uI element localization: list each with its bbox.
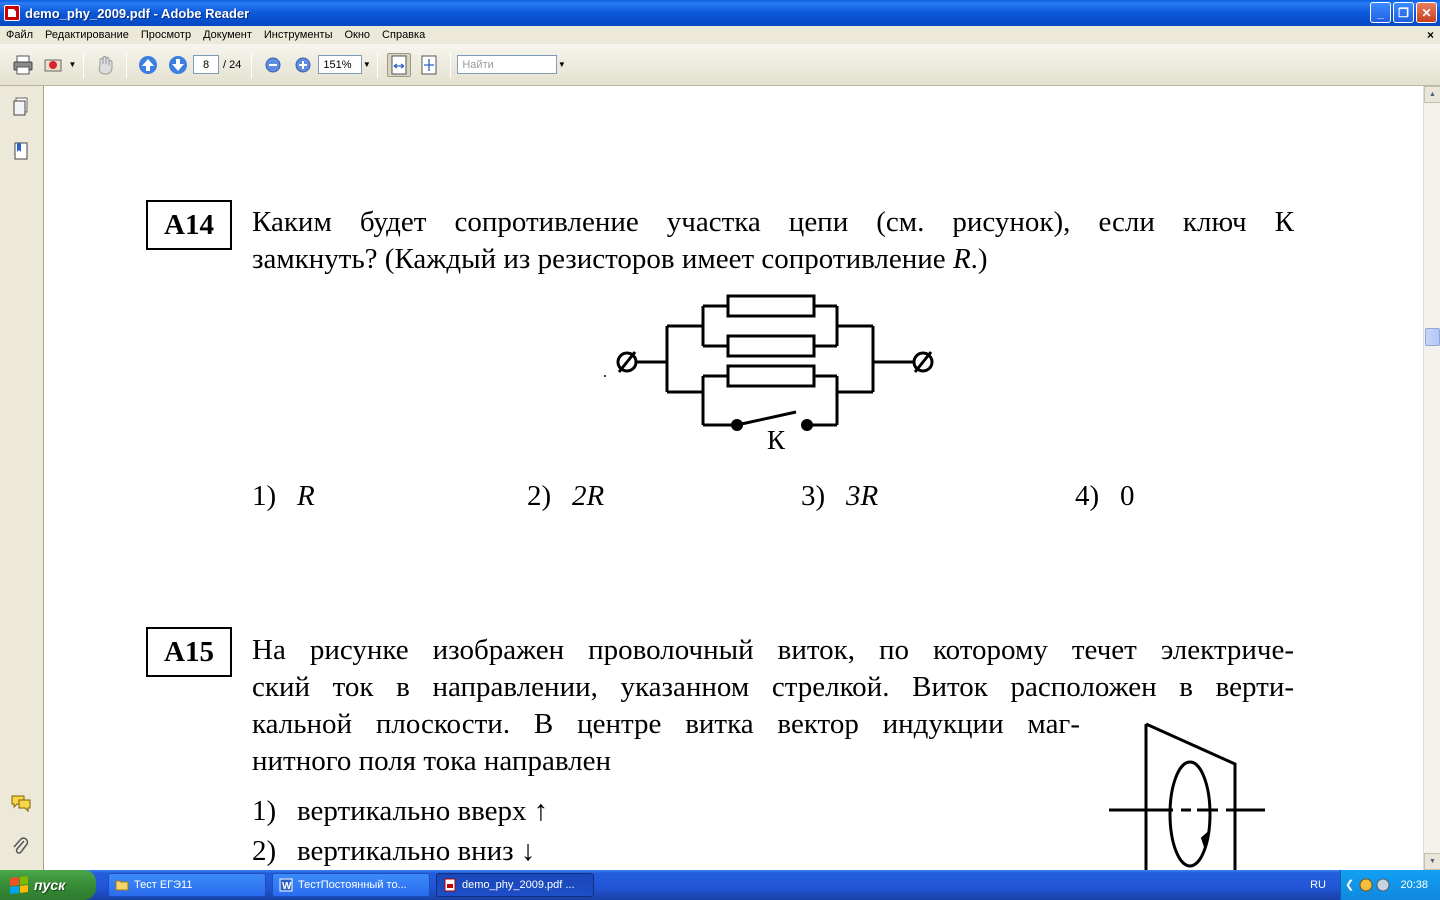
toolbar xyxy=(0,44,1440,86)
zoom-input[interactable]: 151% xyxy=(318,55,362,74)
switch-label: К xyxy=(767,425,786,455)
minimize-button[interactable]: _ xyxy=(1370,2,1391,23)
option-number: 2) xyxy=(527,480,552,512)
toolbar-separator xyxy=(377,52,378,78)
page-number-input[interactable]: 8 xyxy=(193,55,219,74)
option-value: 0 xyxy=(1120,480,1135,512)
taskbar-item-pdf[interactable] xyxy=(436,873,594,897)
option-number: 3) xyxy=(801,480,826,512)
question-a15-line: На рисунке изображен проволочный виток, по которому течет электриче- xyxy=(252,634,1294,666)
start-button[interactable] xyxy=(0,870,96,900)
question-a14-text xyxy=(252,204,1294,278)
folder-icon xyxy=(115,878,129,892)
clock: 20:38 xyxy=(1400,879,1428,891)
option-value: 3R xyxy=(846,480,879,512)
tray-expand-icon[interactable]: ❮ xyxy=(1345,879,1355,891)
toolbar-separator xyxy=(83,52,84,78)
menu-view[interactable]: Просмотр xyxy=(140,29,192,41)
switch-k xyxy=(737,412,796,425)
zoom-dropdown-icon[interactable]: ▼ xyxy=(362,60,371,69)
tray-icons[interactable] xyxy=(1359,877,1393,893)
search-input[interactable]: Найти xyxy=(457,55,557,74)
scroll-thumb[interactable] xyxy=(1425,328,1440,346)
taskbar-item-folder[interactable] xyxy=(108,873,266,897)
hand-tool-icon[interactable] xyxy=(93,53,117,77)
system-tray xyxy=(1340,870,1440,900)
option-text: вертикально вниз ↓ xyxy=(297,835,536,867)
word-icon xyxy=(279,878,293,892)
attachments-icon[interactable] xyxy=(10,836,32,858)
toolbar-separator xyxy=(450,52,451,78)
option-number: 1) xyxy=(252,795,277,827)
adobe-reader-icon xyxy=(4,5,20,21)
fit-width-icon[interactable] xyxy=(387,53,411,77)
question-number-a14: А14 xyxy=(146,200,232,250)
document-close-button[interactable]: × xyxy=(1426,28,1434,42)
resistor-1 xyxy=(728,296,814,316)
print-icon[interactable] xyxy=(11,53,35,77)
window-title: demo_phy_2009.pdf - Adobe Reader xyxy=(25,5,250,21)
option-number: 2) xyxy=(252,835,277,867)
zoom-in-icon[interactable] xyxy=(291,53,315,77)
question-a14-line2-end: .) xyxy=(970,243,988,275)
language-indicator[interactable]: RU xyxy=(1310,879,1326,891)
fit-page-icon[interactable] xyxy=(417,53,441,77)
option-number: 1) xyxy=(252,480,277,512)
taskbar-item-label: ТестПостоянный то... xyxy=(298,879,407,891)
taskbar-item-word[interactable] xyxy=(272,873,430,897)
page-total: / 24 xyxy=(223,58,242,71)
menu-window[interactable]: Окно xyxy=(344,29,371,41)
scroll-up-icon[interactable]: ▲ xyxy=(1424,86,1440,103)
question-a15-line: нитного поля тока направлен xyxy=(252,745,611,777)
option-value: R xyxy=(297,480,315,512)
scroll-down-icon[interactable]: ▼ xyxy=(1424,853,1440,870)
start-label: пуск xyxy=(34,877,66,893)
resistor-3 xyxy=(728,366,814,386)
option-number: 4) xyxy=(1075,480,1100,512)
toolbar-separator xyxy=(126,52,127,78)
menu-bar xyxy=(0,26,1440,44)
current-loop xyxy=(1170,762,1210,866)
menu-tools[interactable]: Инструменты xyxy=(263,29,333,41)
pages-icon[interactable] xyxy=(10,96,32,118)
windows-logo-icon xyxy=(10,876,28,894)
option-value: 2R xyxy=(572,480,605,512)
question-a14-line2: замкнуть? (Каждый из резисторов имеет сопротивление xyxy=(252,243,953,275)
menu-file[interactable]: Файл xyxy=(6,29,34,41)
resistor-2 xyxy=(728,336,814,356)
resistance-variable: R xyxy=(952,243,971,275)
zoom-out-icon[interactable] xyxy=(261,53,285,77)
question-a15-line: ский ток в направлении, указанном стрелкой. Виток расположен в верти- xyxy=(252,671,1294,703)
menu-document[interactable]: Документ xyxy=(203,29,252,41)
taskbar-item-label: demo_phy_2009.pdf ... xyxy=(462,879,575,891)
question-number-a15: А15 xyxy=(146,627,232,677)
toolbar-separator xyxy=(251,52,252,78)
search-dropdown-icon[interactable]: ▼ xyxy=(557,60,566,69)
document-view xyxy=(45,86,1423,870)
question-a14-line: Каким будет сопротивление участка цепи (см. рисунок), если ключ К xyxy=(252,206,1294,238)
maximize-button[interactable]: ❐ xyxy=(1393,2,1414,23)
cut-off-text xyxy=(235,86,635,88)
comments-icon[interactable] xyxy=(10,792,32,814)
taskbar-item-label: Тест ЕГЭ11 xyxy=(134,879,193,891)
close-button[interactable]: ✕ xyxy=(1416,2,1437,23)
bookmarks-icon[interactable] xyxy=(10,140,32,162)
vertical-scrollbar[interactable] xyxy=(1423,86,1440,870)
menu-help[interactable]: Справка xyxy=(382,29,426,41)
email-dropdown-icon[interactable]: ▼ xyxy=(68,60,77,69)
question-a14-line xyxy=(252,241,1294,278)
taskbar xyxy=(0,870,1440,900)
option-text: вертикально вверх ↑ xyxy=(297,795,549,827)
menu-edit[interactable]: Редактирование xyxy=(45,29,129,41)
wire-loop-diagram xyxy=(1105,720,1275,870)
email-icon[interactable] xyxy=(41,53,65,77)
next-page-icon[interactable] xyxy=(166,53,190,77)
svg-text:W: W xyxy=(282,881,292,892)
question-a15-line: кальной плоскости. В центре витка вектор индукции маг- xyxy=(252,708,1080,740)
navigation-panel xyxy=(0,86,44,870)
pdf-icon xyxy=(443,878,457,892)
title-bar xyxy=(0,0,1440,26)
previous-page-icon[interactable] xyxy=(136,53,160,77)
